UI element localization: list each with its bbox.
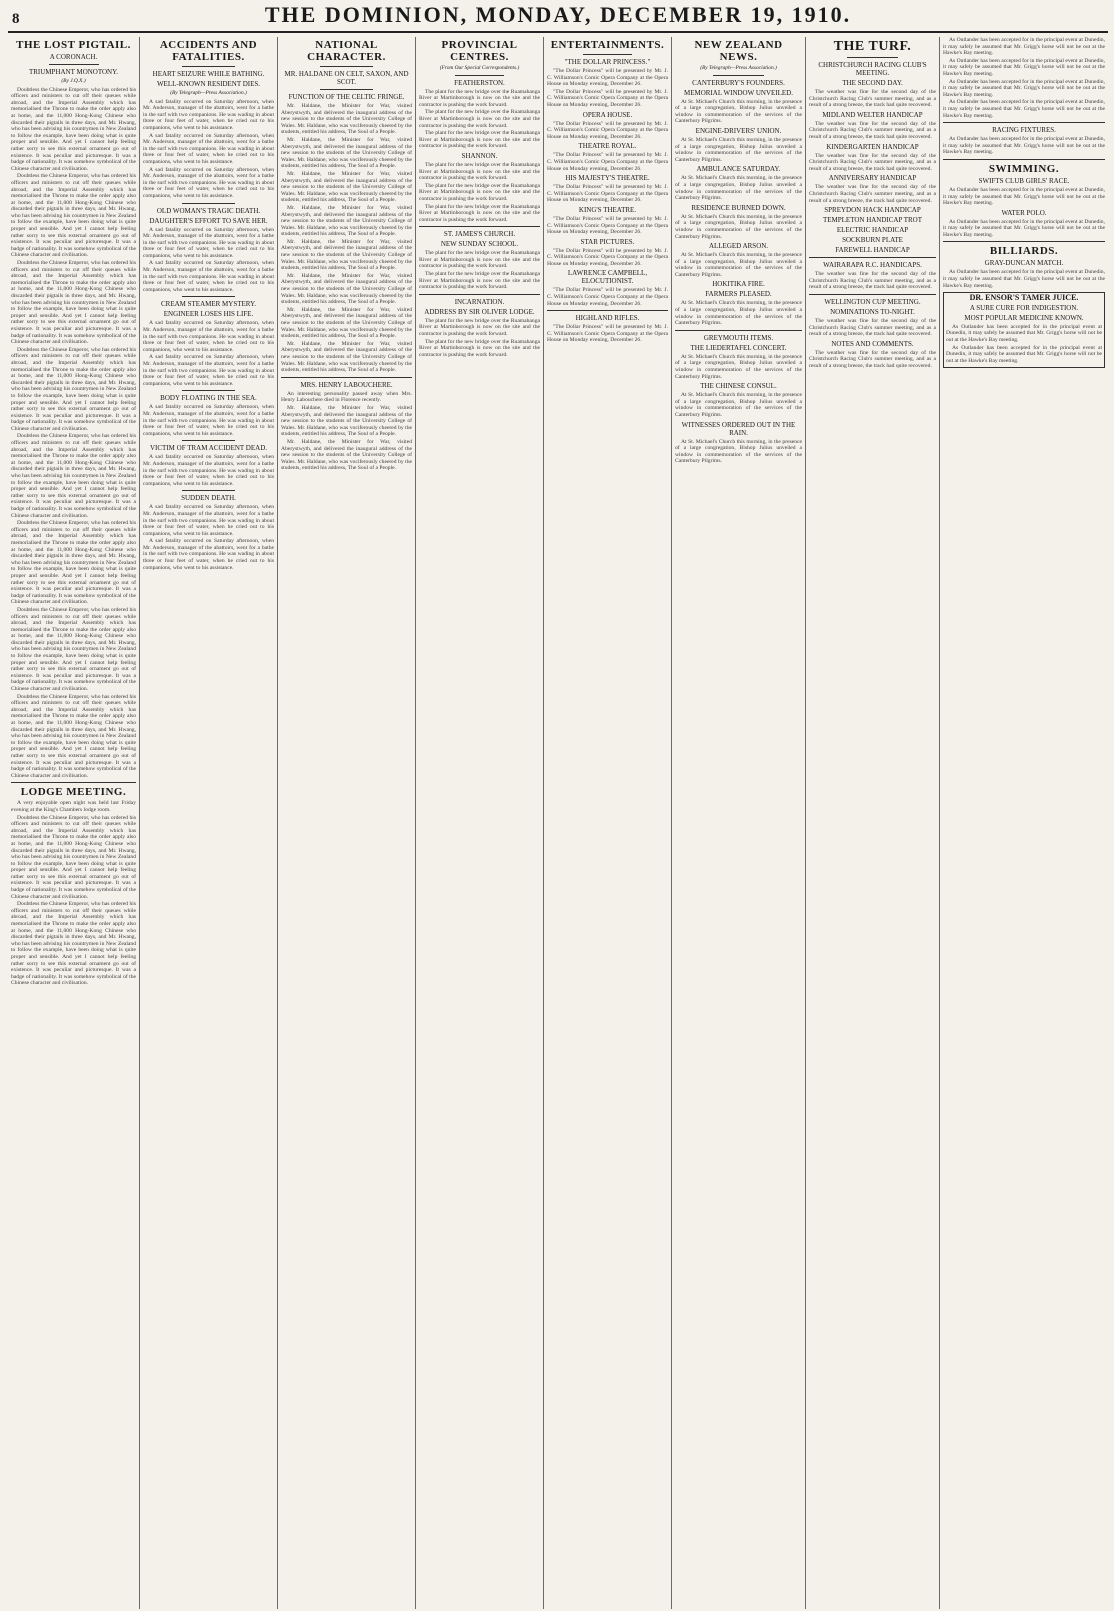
article-text-continued: Doubtless the Chinese Emperor, who has ordered his officers and ministers to cut off their queues while abroad, and the Imperial Assembly which has memorialised the Throne to make the order apply also at home, and the 11,000 Hong-Kong Chinese who discarded their pigtails in three days, and Mr. Hwang, who has been advising his countrymen in New Zealand to follow the example, have been doing what is quite proper and sensible. And yet I cannot help feeling rather sorry to see this external ornament go out of existence. It was peculiar and picturesque. It was a badge of nationality. It was somehow symbolical of the Chinese character and civilisation.: [11, 606, 136, 693]
article-text: As Outlander has been accepted for in the principal event at Dunedin, it may safely be assumed that Mr. Grigg's horse will not be out at the Hawke's Bay meeting.: [943, 37, 1105, 57]
headline-accidents: ACCIDENTS AND FATALITIES.: [159, 39, 258, 63]
subhead-shannon: SHANNON.: [461, 151, 498, 160]
article-text: Mr. Haldane, the Minister for War, visited Aberystwyth, and delivered the inaugural address of the new session to the students of the University College of Wales. Mr. Haldane, who was vociferously cheered by the students, entitled his address, The Soul of a People.: [281, 103, 412, 136]
subhead-liedertafel: THE LIEDERTAFEL CONCERT.: [690, 343, 787, 352]
subhead-celtic-fringe: FUNCTION OF THE CELTIC FRINGE.: [288, 93, 405, 101]
race-electric: ELECTRIC HANDICAP: [836, 226, 909, 235]
article-text: As Outlander has been accepted for in the principal event at Dunedin, it may safely be assumed that Mr. Grigg's horse will not be out at the Hawke's Bay meeting.: [943, 136, 1105, 156]
subhead-campbell: LAWRENCE CAMPBELL, ELOCUTIONIST.: [567, 269, 648, 286]
subhead-wellington-cup: WELLINGTON CUP MEETING.: [824, 297, 921, 306]
article-text: At St. Michael's Church this morning, in the presence of a large congregation, Bishop Julius unveiled a window in commemoration of the services of the Canterbury Pilgrims.: [675, 136, 802, 163]
subhead-wairarapa: WAIRARAPA R.C. HANDICAPS.: [823, 261, 922, 270]
column-sports: [940, 37, 1108, 1609]
article-text-continued: Mr. Haldane, the Minister for War, visited Aberystwyth, and delivered the inaugural address of the new session to the students of the University College of Wales. Mr. Haldane, who was vociferously cheered by the students, entitled his address, The Soul of a People.: [281, 306, 412, 340]
article-text: "The Dollar Princess" will be presented by Mr. J. C. Williamson's Comic Opera Company at the Opera House on Monday evening, December 26.: [547, 68, 668, 88]
article-text-continued: Doubtless the Chinese Emperor, who has ordered his officers and ministers to cut off their queues while abroad, and the Imperial Assembly which has memorialised the Throne to make the order apply also at home, and the 11,000 Hong-Kong Chinese who discarded their pigtails in three days, and Mr. Hwang, who has been advising his countrymen in New Zealand to follow the example, have been doing what is quite proper and sensible. And yet I cannot help feeling rather sorry to see this external ornament go out of existence. It was peculiar and picturesque. It was a badge of nationality. It was somehow symbolical of the Chinese character and civilisation.: [11, 173, 136, 259]
article-text: A sad fatality occurred on Saturday afternoon, when Mr. Anderson, manager of the abattoirs, went for a bathe in the surf with two companions. He was wading in about three or four feet of water, when he cried out to his companions, who went to his assistance.: [143, 504, 274, 537]
article-text: At St. Michael's Church this morning, in the presence of a large congregation, Bishop Julius unveiled a window in commemoration of the services of the Canterbury Pilgrims.: [675, 213, 802, 240]
ad-text-continued: As Outlander has been accepted for in the principal event at Dunedin, it may safely be assumed that Mr. Grigg's horse will not be out at the Hawke's Bay meeting.: [946, 344, 1102, 364]
subhead-monotony: TRIUMPHANT MONOTONY.: [28, 68, 119, 76]
subhead-st-james: ST. JAMES'S CHURCH.: [443, 230, 516, 239]
headline-nz-news: NEW ZEALAND NEWS.: [694, 39, 783, 63]
race-kindergarten: KINDERGARTEN HANDICAP: [826, 142, 919, 151]
article-text-continued: Mr. Haldane, the Minister for War, visited Aberystwyth, and delivered the inaugural address of the new session to the students of the University College of Wales. Mr. Haldane, who was vociferously cheered by the students, entitled his address, The Soul of a People.: [281, 438, 412, 472]
article-text-continued: As Outlander has been accepted for in the principal event at Dunedin, it may safely be assumed that Mr. Grigg's horse will not be out at the Hawke's Bay meeting.: [943, 57, 1105, 77]
subhead-ambulance: AMBULANCE SATURDAY.: [696, 165, 781, 174]
article-text: The weather was fine for the second day of the Christchurch Racing Club's summer meeting, and as a result of a strong breeze, the track had quite recovered.: [809, 271, 936, 291]
column-entertainments: [544, 37, 672, 1609]
subhead-swifts: SWIFTS CLUB GIRLS' RACE.: [978, 176, 1070, 185]
article-text: The plant for the new bridge over the Ruamahanga River at Martinborough is now on the site and the contractor is pushing the work forward.: [419, 161, 540, 182]
article-text: Doubtless the Chinese Emperor, who has ordered his officers and ministers to cut off their queues while abroad, and the Imperial Assembly which has memorialised the Throne to make the order apply also at home, and the 11,000 Hong-Kong Chinese who discarded their pigtails in three days, and Mr. Hwang, who has been advising his countrymen in New Zealand to follow the example, have been doing what is quite proper and sensible. And yet I cannot help feeling rather sorry to see this external ornament go out of existence. It was peculiar and picturesque. It was a badge of nationality. It was somehow symbolical of the Chinese character and civilisation.: [11, 86, 136, 172]
article-text: At St. Michael's Church this morning, in the presence of a large congregation, Bishop Julius unveiled a window in commemoration of the services of the Canterbury Pilgrims.: [675, 252, 802, 278]
article-text-continued: A sad fatality occurred on Saturday afternoon, when Mr. Anderson, manager of the abattoirs, went for a bathe in the surf with two companions. He was wading in about three or four feet of water, when he cried out to his companions, who went to his assistance.: [143, 132, 274, 165]
subhead-opera-house: OPERA HOUSE.: [582, 110, 633, 119]
race-midland-welter: MIDLAND WELTER HANDICAP: [822, 110, 923, 119]
article-text-continued: Doubtless the Chinese Emperor, who has ordered his officers and ministers to cut off their queues while abroad, and the Imperial Assembly which has memorialised the Throne to make the order apply also at home, and the 11,000 Hong-Kong Chinese who discarded their pigtails in three days, and Mr. Hwang, who has been advising his countrymen in New Zealand to follow the example, have been doing what is quite proper and sensible. And yet I cannot help feeling rather sorry to see this external ornament go out of existence. It was peculiar and picturesque. It was a badge of nationality. It was somehow symbolical of the Chinese character and civilisation.: [11, 433, 136, 519]
article-text: "The Dollar Princess" will be presented by Mr. J. C. Williamson's Comic Opera Company at the Opera House on Monday evening, December 26.: [547, 120, 668, 140]
article-text-continued: The plant for the new bridge over the Ruamahanga River at Martinborough is now on the site and the contractor is pushing the work forward.: [419, 109, 540, 129]
subhead-incarnation: INCARNATION.: [454, 297, 505, 306]
article-text: At St. Michael's Church this morning, in the presence of a large congregation, Bishop Julius unveiled a window in commemoration of the services of the Canterbury Pilgrims.: [675, 392, 802, 418]
subhead-highland-rifles: HIGHLAND RIFLES.: [575, 314, 640, 323]
article-text-continued: As Outlander has been accepted for in the principal event at Dunedin, it may safely be assumed that Mr. Grigg's horse will not be out at the Hawke's Bay meeting.: [943, 99, 1105, 119]
subhead-his-majestys: HIS MAJESTY'S THEATRE.: [565, 174, 650, 183]
article-text: The weather was fine for the second day of the Christchurch Racing Club's summer meeting, and as a result of a strong breeze, the track had quite recovered.: [809, 317, 936, 338]
article-text-continued: Mr. Haldane, the Minister for War, visited Aberystwyth, and delivered the inaugural address of the new session to the students of the University College of Wales. Mr. Haldane, who was vociferously cheered by the students, entitled his address, The Soul of a People.: [281, 404, 412, 438]
subhead-water-polo: WATER POLO.: [1001, 208, 1047, 217]
article-text: As Outlander has been accepted for in the principal event at Dunedin, it may safely be assumed that Mr. Grigg's horse will not be out at the Hawke's Bay meeting.: [943, 218, 1105, 238]
subhead-old-woman: OLD WOMAN'S TRAGIC DEATH.: [156, 206, 261, 215]
article-text-continued: The plant for the new bridge over the Ruamahanga River at Martinborough is now on the site and the contractor is pushing the work forward.: [419, 271, 540, 291]
subhead-haldane: MR. HALDANE ON CELT, SAXON, AND SCOT.: [284, 70, 409, 86]
columns-container: [8, 37, 1108, 1609]
headline-entertainments: ENTERTAINMENTS.: [550, 39, 665, 51]
article-text-continued: Mr. Haldane, the Minister for War, visited Aberystwyth, and delivered the inaugural address of the new session to the students of the University College of Wales. Mr. Haldane, who was vociferously cheered by the students, entitled his address, The Soul of a People.: [281, 272, 412, 306]
subhead-tram-victim: VICTIM OF TRAM ACCIDENT DEAD.: [150, 444, 267, 453]
headline-national-character: NATIONAL CHARACTER.: [307, 39, 386, 63]
byline: (From Our Special Correspondents.): [439, 65, 520, 71]
article-text-continued: Doubtless the Chinese Emperor, who has ordered his officers and ministers to cut off their queues while abroad, and the Imperial Assembly which has memorialised the Throne to make the order apply also at home, and the 11,000 Hong-Kong Chinese who discarded their pigtails in three days, and Mr. Hwang, who has been advising his countrymen in New Zealand to follow the example, have been doing what is quite proper and sensible. And yet I cannot help feeling rather sorry to see this external ornament go out of existence. It was peculiar and picturesque. It was a badge of nationality. It was somehow symbolical of the Chinese character and civilisation.: [11, 693, 136, 779]
article-text: At St. Michael's Church this morning, in the presence of a large congregation, Bishop Julius unveiled a window in commemoration of the services of the Canterbury Pilgrims.: [675, 175, 802, 202]
article-text: "The Dollar Princess" will be presented by Mr. J. C. Williamson's Comic Opera Company at the Opera House on Monday evening, December 26.: [547, 215, 668, 236]
article-text: "The Dollar Princess" will be presented by Mr. J. C. Williamson's Comic Opera Company at the Opera House on Monday evening, December 26.: [547, 184, 668, 204]
article-text: "The Dollar Princess" will be presented by Mr. J. C. Williamson's Comic Opera Company at the Opera House on Monday evening, December 26.: [547, 247, 668, 267]
article-text: A sad fatality occurred on Saturday afternoon, when Mr. Anderson, manager of the abattoirs, went for a bathe in the surf with two companions. He was wading in about three or four feet of water, when he cried out to his companions, who went to his assistance.: [143, 404, 274, 437]
column-provincial: [416, 37, 544, 1609]
subhead-dollar-princess: "THE DOLLAR PRINCESS.": [564, 58, 651, 66]
article-text-continued: The plant for the new bridge over the Ruamahanga River at Martinborough is now on the site and the contractor is pushing the work forward.: [419, 338, 540, 358]
subhead-chinese-consul: THE CHINESE CONSUL.: [700, 382, 777, 391]
byline: (By Telegraph—Press Association.): [170, 90, 247, 96]
article-text-continued: Mr. Haldane, the Minister for War, visited Aberystwyth, and delivered the inaugural address of the new session to the students of the University College of Wales. Mr. Haldane, who was vociferously cheered by the students, entitled his address, The Soul of a People.: [281, 136, 412, 170]
subhead-star-pictures: STAR PICTURES.: [580, 237, 635, 246]
article-text-continued: The plant for the new bridge over the Ruamahanga River at Martinborough is now on the site and the contractor is pushing the work forward.: [419, 130, 540, 150]
subhead-racing-club: CHRISTCHURCH RACING CLUB'S MEETING.: [818, 61, 927, 77]
subhead-nominations: NOMINATIONS TO-NIGHT.: [830, 307, 915, 316]
headline-billiards: BILLIARDS.: [989, 245, 1059, 258]
headline-lodge-meeting: LODGE MEETING.: [20, 786, 127, 799]
column-national-character: [278, 37, 416, 1609]
article-text: At St. Michael's Church this morning, in the presence of a large congregation, Bishop Julius unveiled a window in commemoration of the services of the Canterbury Pilgrims.: [675, 353, 802, 380]
article-text-continued: Doubtless the Chinese Emperor, who has ordered his officers and ministers to cut off their queues while abroad, and the Imperial Assembly which has memorialised the Throne to make the order apply also at home, and the 11,000 Hong-Kong Chinese who discarded their pigtails in three days, and Mr. Hwang, who has been advising his countrymen in New Zealand to follow the example, have been doing what is quite proper and sensible. And yet I cannot help feeling rather sorry to see this external ornament go out of existence. It was peculiar and picturesque. It was a badge of nationality. It was somehow symbolical of the Chinese character and civilisation.: [11, 901, 136, 987]
article-text: At St. Michael's Church this morning, in the presence of a large congregation, Bishop Julius unveiled a window in commemoration of the services of the Canterbury Pilgrims.: [675, 300, 802, 327]
article-text: A sad fatality occurred on Saturday afternoon, when Mr. Anderson, manager of the abattoirs, went for a bathe in the surf with two companions. He was wading in about three or four feet of water, when he cried out to his companions, who went to his assistance.: [143, 98, 274, 131]
race-farewell: FAREWELL HANDICAP: [835, 246, 910, 255]
byline: (By Telegraph—Press Association.): [700, 65, 777, 71]
ad-text: As Outlander has been accepted for in the principal event at Dunedin, it may safely be assumed that Mr. Grigg's horse will not be out at the Hawke's Bay meeting.: [946, 323, 1102, 344]
article-text-continued: A sad fatality occurred on Saturday afternoon, when Mr. Anderson, manager of the abattoirs, went for a bathe in the surf with two companions. He was wading in about three or four feet of water, when he cried out to his companions, who went to his assistance.: [143, 166, 274, 199]
article-text: A sad fatality occurred on Saturday afternoon, when Mr. Anderson, manager of the abattoirs, went for a bathe in the surf with two companions. He was wading in about three or four feet of water, when he cried out to his companions, who went to his assistance.: [143, 320, 274, 353]
article-text: As Outlander has been accepted for in the principal event at Dunedin, it may safely be assumed that Mr. Grigg's horse will not be out at the Hawke's Bay meeting.: [943, 186, 1105, 207]
article-text: The plant for the new bridge over the Ruamahanga River at Martinborough is now on the site and the contractor is pushing the work forward.: [419, 88, 540, 108]
article-text: The weather was fine for the second day of the Christchurch Racing Club's summer meeting, and as a result of a strong breeze, the track had quite recovered.: [809, 349, 936, 369]
subhead-farmers-pleased: FARMERS PLEASED.: [705, 290, 772, 299]
subhead-greymouth: GREYMOUTH ITEMS.: [703, 333, 774, 342]
race-templeton: TEMPLETON HANDICAP TROT: [822, 216, 923, 225]
article-text: A very enjoyable open night was held last Friday evening at the King's Chambers lodge room.: [11, 800, 136, 813]
article-text-continued: The plant for the new bridge over the Ruamahanga River at Martinborough is now on the site and the contractor is pushing the work forward.: [419, 182, 540, 202]
subhead-sudden-death: SUDDEN DEATH.: [181, 494, 236, 503]
article-text-continued: The plant for the new bridge over the Ruamahanga River at Martinborough is now on the site and the contractor is pushing the work forward.: [419, 203, 540, 223]
subhead-second-day: THE SECOND DAY.: [842, 79, 903, 87]
newspaper-title: THE DOMINION, MONDAY, DECEMBER 19, 1910.: [264, 2, 852, 27]
article-text: The plant for the new bridge over the Ruamahanga River at Martinborough is now on the site and the contractor is pushing the work forward.: [419, 317, 540, 338]
subhead-body-floating: BODY FLOATING IN THE SEA.: [160, 394, 257, 403]
subhead-hokitika-fire: HOKITIKA FIRE.: [712, 280, 765, 289]
article-text: "The Dollar Princess" will be presented by Mr. J. C. Williamson's Comic Opera Company at the Opera House on Monday evening, December 26.: [547, 287, 668, 307]
article-text-continued: As Outlander has been accepted for in the principal event at Dunedin, it may safely be assumed that Mr. Grigg's horse will not be out at the Hawke's Bay meeting.: [943, 78, 1105, 98]
article-text-continued: Mr. Haldane, the Minister for War, visited Aberystwyth, and delivered the inaugural address of the new session to the students of the University College of Wales. Mr. Haldane, who was vociferously cheered by the students, entitled his address, The Soul of a People.: [281, 204, 412, 238]
article-text-continued: A sad fatality occurred on Saturday afternoon, when Mr. Anderson, manager of the abattoirs, went for a bathe in the surf with two companions. He was wading in about three or four feet of water, when he cried out to his companions, who went to his assistance.: [143, 260, 274, 293]
subhead-engine-drivers: ENGINE-DRIVERS' UNION.: [695, 126, 782, 135]
article-text: The weather was fine for the second day of the Christchurch Racing Club's summer meeting, and as a result of a strong breeze, the track had quite recovered.: [809, 120, 936, 140]
subhead-engineer: ENGINEER LOSES HIS LIFE.: [163, 310, 254, 319]
article-text-continued: Doubtless the Chinese Emperor, who has ordered his officers and ministers to cut off their queues while abroad, and the Imperial Assembly which has memorialised the Throne to make the order apply also at home, and the 11,000 Hong-Kong Chinese who discarded their pigtails in three days, and Mr. Hwang, who has been advising his countrymen in New Zealand to follow the example, have been doing what is quite proper and sensible. And yet I cannot help feeling rather sorry to see this external ornament go out of existence. It was peculiar and picturesque. It was a badge of nationality. It was somehow symbolical of the Chinese character and civilisation.: [11, 814, 136, 900]
subhead-coronach: A CORONACH.: [49, 53, 98, 61]
ad-subtitle-2: MOST POPULAR MEDICINE KNOWN.: [964, 313, 1084, 322]
subhead-sunday-school: NEW SUNDAY SCHOOL.: [440, 240, 519, 249]
page-number: 8: [12, 11, 20, 27]
subhead-residence-burned: RESIDENCE BURNED DOWN.: [691, 203, 786, 212]
ad-subtitle: A SURE CURE FOR INDIGESTION.: [969, 303, 1079, 312]
masthead: [8, 4, 1108, 33]
article-text-continued: Doubtless the Chinese Emperor, who has ordered his officers and ministers to cut off their queues while abroad, and the Imperial Assembly which has memorialised the Throne to make the order apply also at home, and the 11,000 Hong-Kong Chinese who discarded their pigtails in three days, and Mr. Hwang, who has been advising his countrymen in New Zealand to follow the example, have been doing what is quite proper and sensible. And yet I cannot help feeling rather sorry to see this external ornament go out of existence. It was peculiar and picturesque. It was a badge of nationality. It was somehow symbolical of the Chinese character and civilisation.: [11, 260, 136, 346]
subhead-cream-steamer: CREAM STEAMER MYSTERY.: [161, 300, 256, 309]
subhead-resident-dies: WELL-KNOWN RESIDENT DIES.: [156, 80, 261, 88]
subhead-notes-comments: NOTES AND COMMENTS.: [831, 339, 914, 348]
subhead-racing-fixtures: RACING FIXTURES.: [992, 126, 1056, 135]
subhead-gray-duncan: GRAY-DUNCAN MATCH.: [984, 259, 1064, 268]
article-text: A sad fatality occurred on Saturday afternoon, when Mr. Anderson, manager of the abattoirs, went for a bathe in the surf with two companions. He was wading in about three or four feet of water, when he cried out to his companions, who went to his assistance.: [143, 226, 274, 259]
article-text-continued: Mr. Haldane, the Minister for War, visited Aberystwyth, and delivered the inaugural address of the new session to the students of the University College of Wales. Mr. Haldane, who was vociferously cheered by the students, entitled his address, The Soul of a People.: [281, 340, 412, 374]
subhead-daughter: DAUGHTER'S EFFORT TO SAVE HER.: [149, 216, 268, 225]
article-text: An interesting personality passed away when Mrs. Henry Labouchere died in Florence recently.: [281, 390, 412, 404]
subhead-canterbury-founders: CANTERBURY'S FOUNDERS.: [692, 78, 785, 87]
byline: (By J.Q.X.): [61, 78, 86, 84]
article-text: A sad fatality occurred on Saturday afternoon, when Mr. Anderson, manager of the abattoirs, went for a bathe in the surf with two companions. He was wading in about three or four feet of water, when he cried out to his companions, who went to his assistance.: [143, 454, 274, 487]
subhead-heart-seizure: HEART SEIZURE WHILE BATHING.: [152, 70, 265, 78]
article-text: At St. Michael's Church this morning, in the presence of a large congregation, Bishop Julius unveiled a window in commemoration of the services of the Canterbury Pilgrims.: [675, 98, 802, 125]
article-text: At St. Michael's Church this morning, in the presence of a large congregation, Bishop Julius unveiled a window in commemoration of the services of the Canterbury Pilgrims.: [675, 438, 802, 465]
headline-provincial: PROVINCIAL CENTRES.: [441, 39, 518, 63]
race-anniversary: ANNIVERSARY HANDICAP: [828, 174, 917, 183]
subhead-memorial-window: MEMORIAL WINDOW UNVEILED.: [684, 88, 793, 97]
subhead-kings-theatre: KING'S THEATRE.: [578, 205, 637, 214]
subhead-theatre-royal: THEATRE ROYAL.: [578, 142, 637, 151]
ad-title: DR. ENSOR'S TAMER JUICE.: [969, 293, 1079, 303]
article-text-continued: Doubtless the Chinese Emperor, who has ordered his officers and ministers to cut off their queues while abroad, and the Imperial Assembly which has memorialised the Throne to make the order apply also at home, and the 11,000 Hong-Kong Chinese who discarded their pigtails in three days, and Mr. Hwang, who has been advising his countrymen in New Zealand to follow the example, have been doing what is quite proper and sensible. And yet I cannot help feeling rather sorry to see this external ornament go out of existence. It was peculiar and picturesque. It was a badge of nationality. It was somehow symbolical of the Chinese character and civilisation.: [11, 520, 136, 606]
race-sockburn: SOCKBURN PLATE: [842, 236, 903, 245]
race-spreydon: SPREYDON HACK HANDICAP: [824, 206, 921, 215]
headline-swimming: SWIMMING.: [988, 162, 1060, 175]
article-text-continued: Mr. Haldane, the Minister for War, visited Aberystwyth, and delivered the inaugural address of the new session to the students of the University College of Wales. Mr. Haldane, who was vociferously cheered by the students, entitled his address, The Soul of a People.: [281, 170, 412, 204]
subhead-labouchere: MRS. HENRY LABOUCHERE.: [300, 380, 393, 389]
article-text-continued: "The Dollar Princess" will be presented by Mr. J. C. Williamson's Comic Opera Company at the Opera House on Monday evening, December 26.: [547, 88, 668, 108]
column-lost-pigtail: [8, 37, 140, 1609]
article-text: The weather was fine for the second day of the Christchurch Racing Club's summer meeting, and as a result of a strong breeze, the track had quite recovered.: [809, 184, 936, 204]
headline-lost-pigtail: THE LOST PIGTAIL.: [16, 39, 131, 51]
column-nz-news: [672, 37, 806, 1609]
advertisement-tamer-juice: [943, 292, 1105, 368]
article-text: As Outlander has been accepted for in the principal event at Dunedin, it may safely be assumed that Mr. Grigg's horse will not be out at the Hawke's Bay meeting.: [943, 269, 1105, 289]
article-text: The weather was fine for the second day of the Christchurch Racing Club's summer meeting, and as a result of a strong breeze, the track had quite recovered.: [809, 89, 936, 109]
article-text: "The Dollar Princess" will be presented by Mr. J. C. Williamson's Comic Opera Company at the Opera House on Monday evening, December 26.: [547, 324, 668, 344]
article-text-continued: A sad fatality occurred on Saturday afternoon, when Mr. Anderson, manager of the abattoirs, went for a bathe in the surf with two companions. He was wading in about three or four feet of water, when he cried out to his companions, who went to his assistance.: [143, 538, 274, 571]
subhead-witnesses: WITNESSES ORDERED OUT IN THE RAIN.: [681, 420, 796, 437]
article-text: The plant for the new bridge over the Ruamahanga River at Martinborough is now on the site and the contractor is pushing the work forward.: [419, 250, 540, 270]
subhead-featherston: FEATHERSTON.: [454, 78, 505, 87]
headline-turf: THE TURF.: [833, 39, 912, 54]
subhead-oliver-lodge: ADDRESS BY SIR OLIVER LODGE.: [424, 307, 535, 316]
column-turf: [806, 37, 940, 1609]
article-text-continued: Mr. Haldane, the Minister for War, visited Aberystwyth, and delivered the inaugural address of the new session to the students of the University College of Wales. Mr. Haldane, who was vociferously cheered by the students, entitled his address, The Soul of a People.: [281, 238, 412, 272]
article-text-continued: A sad fatality occurred on Saturday afternoon, when Mr. Anderson, manager of the abattoirs, went for a bathe in the surf with two companions. He was wading in about three or four feet of water, when he cried out to his companions, who went to his assistance.: [143, 354, 274, 387]
column-accidents: [140, 37, 278, 1609]
article-text-continued: Doubtless the Chinese Emperor, who has ordered his officers and ministers to cut off their queues while abroad, and the Imperial Assembly which has memorialised the Throne to make the order apply also at home, and the 11,000 Hong-Kong Chinese who discarded their pigtails in three days, and Mr. Hwang, who has been advising his countrymen in New Zealand to follow the example, have been doing what is quite proper and sensible. And yet I cannot help feeling rather sorry to see this external ornament go out of existence. It was peculiar and picturesque. It was a badge of nationality. It was somehow symbolical of the Chinese character and civilisation.: [11, 346, 136, 432]
article-text: The weather was fine for the second day of the Christchurch Racing Club's summer meeting, and as a result of a strong breeze, the track had quite recovered.: [809, 152, 936, 172]
article-text: "The Dollar Princess" will be presented by Mr. J. C. Williamson's Comic Opera Company at the Opera House on Monday evening, December 26.: [547, 152, 668, 172]
subhead-alleged-arson: ALLEGED ARSON.: [708, 242, 769, 251]
